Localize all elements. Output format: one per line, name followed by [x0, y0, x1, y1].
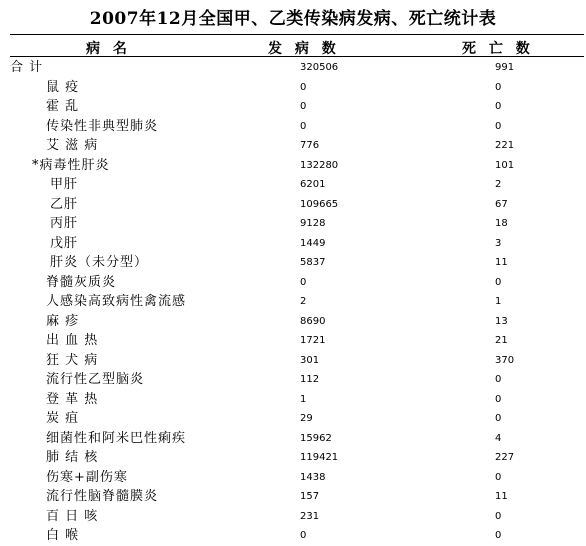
disease-name: 戊肝 — [50, 235, 79, 251]
table-row — [10, 195, 584, 215]
table-row — [10, 526, 584, 546]
death-count: 3 — [495, 237, 502, 249]
case-count: 29 — [300, 413, 313, 424]
table-row — [10, 58, 584, 78]
case-count: 776 — [300, 140, 320, 151]
case-count: 1721 — [300, 335, 326, 346]
death-count: 1 — [495, 296, 502, 307]
table-row — [10, 468, 584, 488]
disease-name: 霍 乱 — [46, 99, 80, 114]
disease-name: 炭 疽 — [46, 411, 80, 426]
case-count: 15962 — [300, 432, 332, 444]
case-count: 0 — [300, 530, 307, 541]
table-row — [10, 214, 584, 234]
header-deaths: 死 亡 数 — [462, 41, 534, 57]
disease-name: 丙肝 — [50, 216, 79, 231]
death-count: 227 — [495, 452, 515, 463]
disease-name: 白 喉 — [46, 528, 80, 543]
death-count: 18 — [495, 218, 508, 229]
table-row — [10, 331, 584, 351]
death-count: 0 — [495, 393, 502, 405]
table-row — [10, 175, 584, 195]
case-count: 320506 — [300, 62, 339, 73]
death-count: 67 — [495, 198, 508, 210]
disease-name: 脊髓灰质炎 — [46, 274, 117, 290]
death-count: 0 — [495, 120, 502, 132]
table-header — [10, 36, 584, 56]
death-count: 11 — [495, 491, 508, 502]
table-row — [10, 390, 584, 410]
table-row — [10, 97, 584, 117]
death-count: 21 — [495, 335, 508, 346]
death-count: 221 — [495, 140, 515, 151]
disease-name: 登 革 热 — [46, 391, 99, 407]
case-count: 109665 — [300, 198, 339, 210]
death-count: 0 — [495, 413, 502, 424]
case-count: 1 — [300, 393, 307, 405]
case-count: 1438 — [300, 471, 326, 483]
case-count: 8690 — [300, 315, 326, 327]
disease-name: 流行性脑脊髓膜炎 — [46, 489, 159, 504]
table-row — [10, 487, 584, 507]
case-count: 0 — [300, 101, 307, 112]
case-count: 0 — [300, 81, 307, 93]
disease-name: 细菌性和阿米巴性痢疾 — [46, 430, 187, 446]
death-count: 13 — [495, 315, 508, 327]
disease-table-body — [10, 58, 584, 546]
case-count: 1449 — [300, 237, 326, 249]
death-count: 0 — [495, 471, 502, 483]
death-count: 0 — [495, 276, 502, 288]
death-count: 0 — [495, 510, 502, 522]
table-row — [10, 273, 584, 293]
death-count: 0 — [495, 530, 502, 541]
disease-name: 合 计 — [10, 60, 44, 75]
table-row — [10, 370, 584, 390]
disease-name: 肺 结 核 — [46, 450, 99, 465]
disease-name: 出 血 热 — [46, 333, 99, 348]
disease-name: 伤寒+副伤寒 — [46, 469, 128, 485]
death-count: 991 — [495, 62, 515, 73]
page-title: 2007年12月全国甲、乙类传染病发病、死亡统计表 — [89, 9, 497, 29]
table-row — [10, 253, 584, 273]
disease-name: 传染性非典型肺炎 — [46, 118, 159, 134]
disease-name: 鼠 疫 — [46, 79, 80, 95]
disease-name: 甲肝 — [50, 177, 79, 192]
disease-name: 狂 犬 病 — [46, 352, 99, 368]
death-count: 101 — [495, 159, 515, 171]
table-row — [10, 117, 584, 137]
table-row — [10, 351, 584, 371]
disease-name: 肝炎（未分型） — [50, 255, 149, 270]
table-row — [10, 448, 584, 468]
case-count: 0 — [300, 120, 307, 132]
disease-name: *病毒性肝炎 — [32, 157, 110, 173]
case-count: 9128 — [300, 218, 326, 229]
death-count: 370 — [495, 354, 515, 366]
death-count: 0 — [495, 81, 502, 93]
case-count: 231 — [300, 510, 320, 522]
table-row — [10, 292, 584, 312]
table-row — [10, 507, 584, 527]
case-count: 6201 — [300, 179, 326, 190]
disease-name: 艾 滋 病 — [46, 138, 99, 153]
table-row — [10, 312, 584, 332]
header-top-rule — [10, 34, 584, 35]
disease-name: 乙肝 — [50, 196, 79, 212]
header-disease: 病 名 — [86, 41, 131, 57]
death-count: 11 — [495, 257, 508, 268]
disease-name: 人感染高致病性禽流感 — [46, 294, 187, 309]
table-row — [10, 429, 584, 449]
table-row — [10, 78, 584, 98]
header-cases: 发 病 数 — [268, 41, 340, 57]
case-count: 2 — [300, 296, 307, 307]
disease-name: 麻 疹 — [46, 313, 80, 329]
header-bottom-rule — [10, 56, 584, 57]
case-count: 112 — [300, 374, 320, 385]
case-count: 119421 — [300, 452, 339, 463]
disease-name: 百 日 咳 — [46, 508, 99, 524]
death-count: 4 — [495, 432, 502, 444]
case-count: 301 — [300, 354, 320, 366]
table-row — [10, 234, 584, 254]
case-count: 157 — [300, 491, 320, 502]
case-count: 5837 — [300, 257, 326, 268]
table-row — [10, 156, 584, 176]
death-count: 0 — [495, 101, 502, 112]
death-count: 0 — [495, 374, 502, 385]
disease-name: 流行性乙型脑炎 — [46, 372, 145, 387]
table-row — [10, 409, 584, 429]
case-count: 0 — [300, 276, 307, 288]
death-count: 2 — [495, 179, 502, 190]
case-count: 132280 — [300, 159, 339, 171]
table-row — [10, 136, 584, 156]
